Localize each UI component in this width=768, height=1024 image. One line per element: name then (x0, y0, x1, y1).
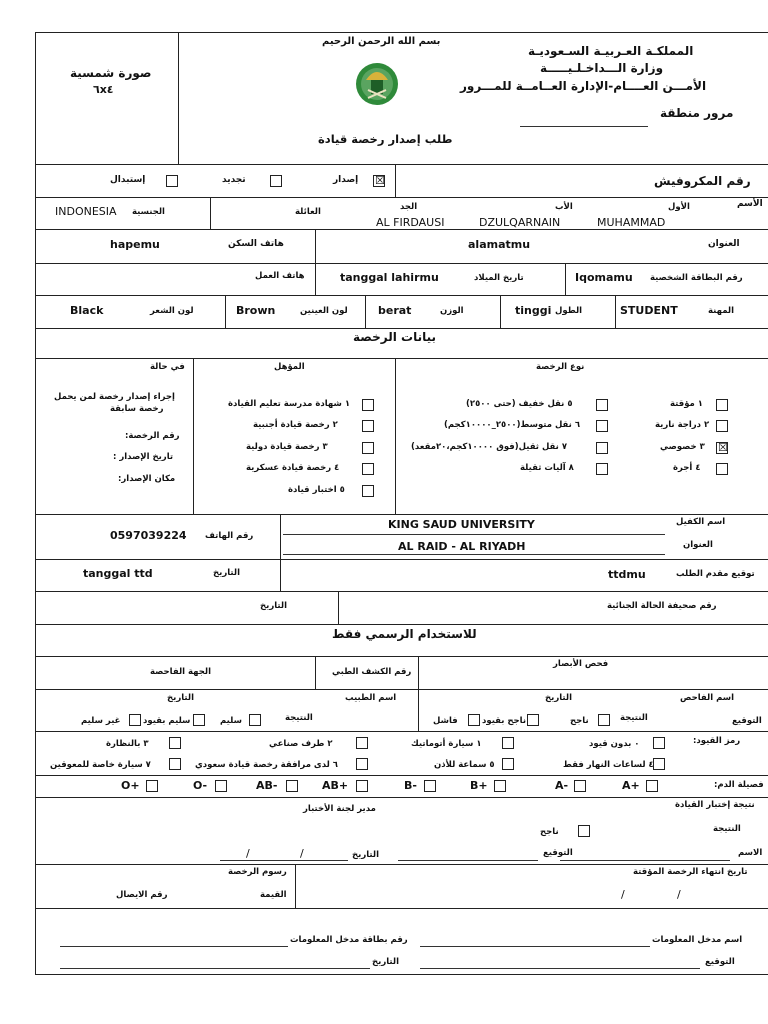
data-entry-date-label: التاريخ (372, 957, 399, 967)
id-label: رقم البطاقة الشخصية (650, 273, 743, 283)
type-machinery-checkbox[interactable] (596, 463, 608, 475)
type-private-checkbox[interactable] (716, 442, 728, 454)
emblem (354, 60, 400, 106)
restr-prosthetic: ٢ طرف صناعي (269, 739, 333, 749)
medical-no-label: رقم الكشف الطبي (332, 667, 412, 677)
prev-issue-date-label: تاريخ الإصدار : (113, 452, 174, 462)
grandfather-name-label: الجد (400, 202, 418, 212)
restr-daylight-checkbox[interactable] (653, 758, 665, 770)
type-medium-transport: ٦ نقل متوسط(٢٥٠٠_١٠٠٠٠كجم) (444, 420, 581, 430)
restr-disabled-checkbox[interactable] (169, 758, 181, 770)
qual-international: ٣ رخصة قيادة دولية (246, 442, 328, 452)
med-healthy-restricted-label: سليم بقيود (143, 716, 191, 726)
expiry-slash-2: / (621, 888, 625, 901)
restrictions-label: رمز القيود: (693, 736, 741, 746)
family-name-label: العائلة (295, 207, 321, 217)
restr-hearing-checkbox[interactable] (502, 758, 514, 770)
med-unhealthy-checkbox[interactable] (129, 714, 141, 726)
type-temp-checkbox[interactable] (716, 399, 728, 411)
sponsor-name-label: اسم الكفيل (676, 517, 726, 527)
checkmark-icon: ☒ (718, 441, 728, 454)
test-date-slash-2: / (246, 847, 250, 860)
test-signature-label: التوقيع (543, 848, 573, 858)
ministry-name: وزارة الـــداخـلـيـــــة (540, 61, 664, 75)
father-name-label: الأب (555, 202, 573, 212)
nationality-value: INDONESIA (55, 205, 117, 218)
address-value: alamatmu (468, 238, 531, 251)
blood-o-pos: O+ (121, 779, 140, 792)
signature-date-label: التاريخ (213, 568, 240, 578)
photo-size: ٦x٤ (93, 83, 114, 96)
qual-international-checkbox[interactable] (362, 442, 374, 454)
weight-value: berat (378, 304, 412, 317)
applicant-signature-value: ttdmu (608, 568, 646, 581)
blood-a-pos: A+ (622, 779, 640, 792)
issue-label: إصدار (333, 175, 359, 185)
renew-checkbox[interactable] (270, 175, 282, 187)
med-healthy-label: سليم (220, 716, 242, 726)
type-light-checkbox[interactable] (596, 399, 608, 411)
dob-label: تاريخ الميلاد (474, 273, 524, 283)
qualification-label: المؤهل (274, 362, 305, 372)
weight-label: الوزن (440, 306, 464, 316)
med-healthy-checkbox[interactable] (249, 714, 261, 726)
sponsor-phone-label: رقم الهاتف (205, 531, 254, 541)
type-taxi-checkbox[interactable] (716, 463, 728, 475)
type-light-transport: ٥ نقل خفيف (حتى ٢٥٠٠) (466, 399, 573, 409)
restr-prosthetic-checkbox[interactable] (356, 737, 368, 749)
qual-military: ٤ رخصة قيادة عسكرية (246, 463, 340, 473)
restr-daylight: ٤ لساعات النهار فقط (563, 760, 654, 770)
test-pass-label: ناجح (540, 827, 559, 837)
address-label: العنوان (708, 239, 740, 249)
test-pass-checkbox[interactable] (578, 825, 590, 837)
restr-disabled: ٧ سيارة خاصة للمعوقين (50, 760, 151, 770)
license-type-label: نوع الرخصة (536, 362, 585, 372)
eye-result-label: النتيجة (620, 713, 648, 723)
region-label: مرور منطقة (660, 106, 734, 120)
directorate-name: الأمـــن العــــام-الإدارة العــامــة للمـــرور (460, 79, 707, 93)
criminal-record-label: رقم صحيفة الحالة الجنائية (607, 601, 717, 611)
work-phone-label: هاتف العمل (255, 271, 305, 281)
test-committee-label: مدير لجنة الأختبار (303, 804, 376, 814)
case-text-2: رخصة سابقة (110, 404, 164, 414)
issue-checkbox[interactable] (373, 175, 385, 187)
restr-glasses-checkbox[interactable] (169, 737, 181, 749)
restr-none-checkbox[interactable] (653, 737, 665, 749)
restr-companion-checkbox[interactable] (356, 758, 368, 770)
official-use-title: للاستخدام الرسمي فقط (332, 627, 477, 641)
prev-issue-place-label: مكان الإصدار: (118, 474, 176, 484)
eye-pass-restricted-label: ناجح بقيود (482, 716, 527, 726)
test-name-label: الاسم (738, 848, 763, 858)
medical-result-label: النتيجة (285, 713, 313, 723)
expiry-slash-1: / (677, 888, 681, 901)
type-temp: ١ مؤقتة (670, 399, 703, 409)
blood-b-pos: B+ (470, 779, 488, 792)
blood-b-pos-checkbox[interactable] (494, 780, 506, 792)
qual-school-checkbox[interactable] (362, 399, 374, 411)
kingdom-name: المملكـة العـربيـة السـعوديـة (528, 44, 694, 58)
qual-foreign-checkbox[interactable] (362, 420, 374, 432)
height-label: الطول (555, 306, 583, 316)
signature-date-value: tanggal ttd (83, 567, 153, 580)
type-private: ٣ خصوصي (660, 442, 705, 452)
eye-date-label: التاريخ (545, 693, 572, 703)
criminal-date-label: التاريخ (260, 601, 287, 611)
case-label: في حالة (150, 362, 185, 372)
first-name-label: الأول (668, 202, 690, 212)
height-value: tinggi (515, 304, 552, 317)
form-title: طلب إصدار رخصة قيادة (318, 132, 453, 146)
eyes-value: Brown (236, 304, 276, 317)
name-label: الأسم (737, 199, 763, 209)
sponsor-phone-value: 0597039224 (110, 529, 187, 542)
sponsor-name-value: KING SAUD UNIVERSITY (388, 518, 535, 531)
prev-license-no-label: رقم الرخصة: (125, 431, 180, 441)
type-heavy-machinery: ٨ آليات ثقيلة (520, 463, 574, 473)
qual-test: ٥ اختبار قيادة (288, 485, 345, 495)
data-entry-card-label: رقم بطاقة مدخل المعلومات (290, 935, 408, 945)
blood-ab-pos-checkbox[interactable] (356, 780, 368, 792)
driving-test-label: نتيجة إختبار القيادة (675, 800, 755, 810)
qual-foreign: ٢ رخصة قيادة أجنبية (253, 420, 338, 430)
restr-auto-checkbox[interactable] (502, 737, 514, 749)
case-text-1: إجراء إصدار رخصة لمن يحمل (54, 392, 175, 402)
restr-hearing: ٥ سماعة للأذن (434, 760, 495, 770)
test-date-slash-1: / (300, 847, 304, 860)
basmala: بسم الله الرحمن الرحيم (322, 36, 441, 47)
type-heavy-transport: ٧ نقل ثقيل(فوق ١٠٠٠٠كجم،٢٠مقعد) (411, 442, 568, 452)
blood-b-neg-checkbox[interactable] (424, 780, 436, 792)
hair-label: لون الشعر (150, 306, 194, 316)
receipt-no-label: رقم الايصال (116, 890, 168, 900)
job-value: STUDENT (620, 304, 678, 317)
blood-o-neg: O- (193, 779, 208, 792)
type-motorcycle-checkbox[interactable] (716, 420, 728, 432)
test-date-label: التاريخ (352, 850, 379, 860)
blood-o-neg-checkbox[interactable] (215, 780, 227, 792)
sponsor-address-value: AL RAID - AL RIYADH (398, 540, 526, 553)
nationality-label: الجنسية (132, 207, 165, 217)
qual-military-checkbox[interactable] (362, 463, 374, 475)
qual-school: ١ شهادة مدرسة تعليم القيادة (228, 399, 351, 409)
eyes-label: لون العينين (300, 306, 348, 316)
replace-label: إستبدال (110, 175, 146, 185)
dob-value: tanggal lahirmu (340, 271, 439, 284)
type-heavy-checkbox[interactable] (596, 442, 608, 454)
eye-exam-label: فحص الأبصار (553, 659, 609, 669)
doctor-name-label: اسم الطبيب (345, 693, 397, 703)
med-unhealthy-label: غير سليم (81, 716, 121, 726)
id-value: Iqomamu (575, 271, 633, 284)
blood-a-neg-checkbox[interactable] (574, 780, 586, 792)
blood-ab-neg: AB- (256, 779, 278, 792)
type-taxi: ٤ أجرة (673, 463, 701, 473)
renew-label: تجديد (222, 175, 246, 185)
type-motorcycle: ٢ دراجة نارية (655, 420, 710, 430)
microfilm-label: رقم المكروفيش (654, 174, 751, 188)
blood-ab-neg-checkbox[interactable] (286, 780, 298, 792)
restr-companion: ٦ لدى مرافقة رخصة قيادة سعودي (195, 760, 338, 770)
qual-test-checkbox[interactable] (362, 485, 374, 497)
eye-fail-checkbox[interactable] (468, 714, 480, 726)
data-entry-signature-label: التوقيع (705, 957, 735, 967)
restr-none: ٠ بدون قيود (589, 739, 640, 749)
license-fees-label: رسوم الرخصة (228, 867, 287, 877)
job-label: المهنة (708, 306, 735, 316)
sponsor-address-label: العنوان (683, 540, 713, 550)
test-result-label: النتيجة (713, 824, 741, 834)
temp-license-expiry-label: تاريخ انتهاء الرخصة المؤقتة (633, 867, 748, 877)
father-name-value: DZULQARNAIN (479, 216, 561, 229)
examining-body-label: الجهة الفاحصة (150, 667, 212, 677)
eye-pass-checkbox[interactable] (598, 714, 610, 726)
blood-a-pos-checkbox[interactable] (646, 780, 658, 792)
medical-date-label: التاريخ (167, 693, 194, 703)
eye-pass-label: ناجح (570, 716, 589, 726)
first-name-value: MUHAMMAD (597, 216, 666, 229)
fees-value-label: القيمة (260, 890, 287, 900)
home-phone-label: هاتف السكن (228, 239, 284, 249)
data-entry-name-label: اسم مدخل المعلومات (652, 935, 743, 945)
license-section-title: بيانات الرخصة (353, 330, 436, 344)
home-phone-value: hapemu (110, 238, 160, 251)
blood-a-neg: A- (555, 779, 569, 792)
examiner-signature-label: التوقيع (732, 716, 762, 726)
eye-fail-label: فاشل (433, 716, 458, 726)
eye-pass-restricted-checkbox[interactable] (527, 714, 539, 726)
blood-ab-pos: AB+ (322, 779, 349, 792)
photo-label: صورة شمسية (70, 66, 152, 80)
examiner-name-label: اسم الفاحص (680, 693, 735, 703)
blood-b-neg: B- (404, 779, 417, 792)
med-healthy-restricted-checkbox[interactable] (193, 714, 205, 726)
blood-type-label: فصيلة الدم: (714, 780, 764, 790)
applicant-signature-label: توقيع مقدم الطلب (676, 569, 755, 579)
grandfather-name-value: AL FIRDAUSI (376, 216, 445, 229)
hair-value: Black (70, 304, 104, 317)
checkmark-icon: ☒ (375, 174, 385, 187)
blood-o-pos-checkbox[interactable] (146, 780, 158, 792)
restr-auto: ١ سيارة أتوماتيك (411, 739, 482, 749)
restr-glasses: ٣ بالنظارة (106, 739, 149, 749)
type-medium-checkbox[interactable] (596, 420, 608, 432)
replace-checkbox[interactable] (166, 175, 178, 187)
